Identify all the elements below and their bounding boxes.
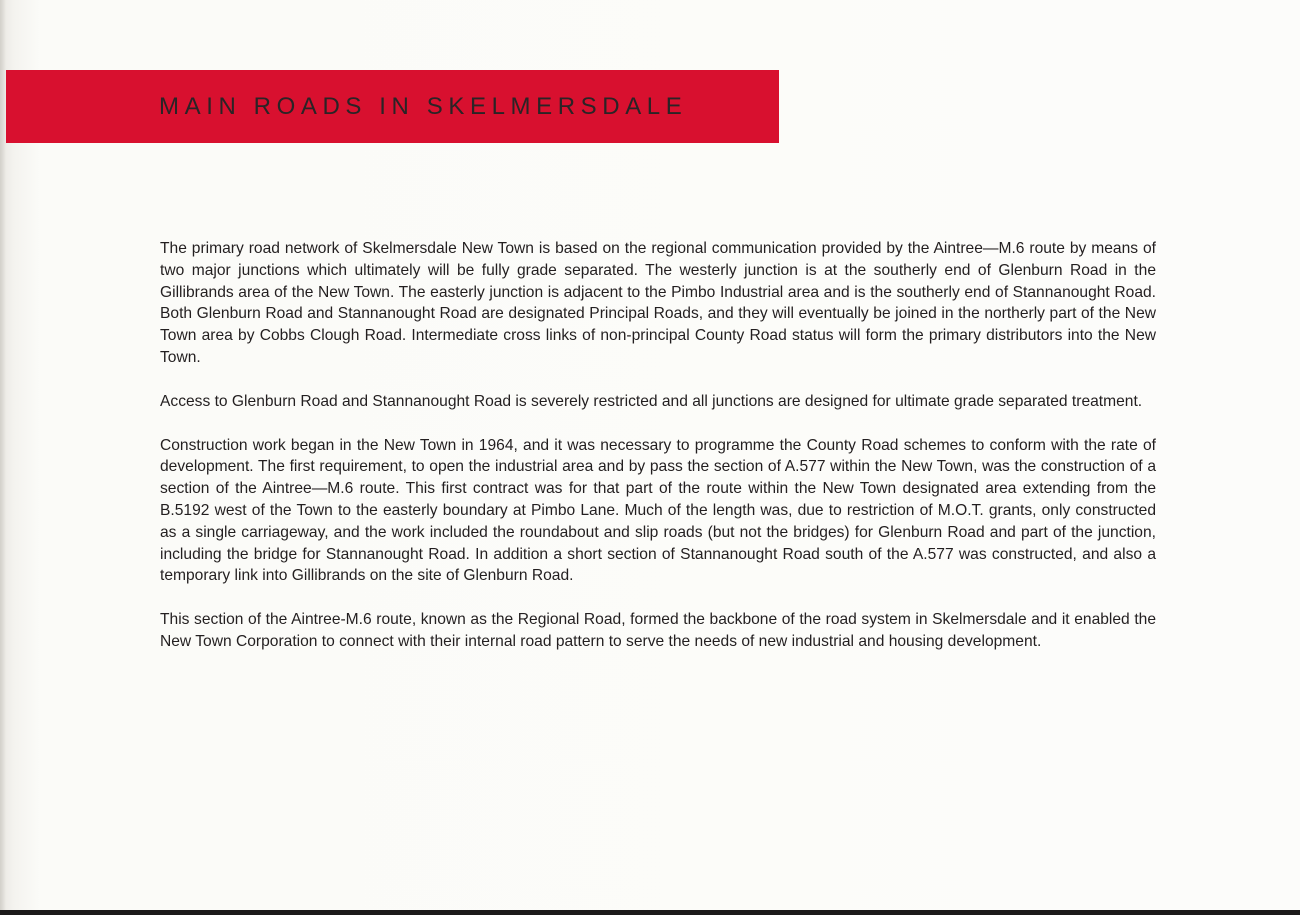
body-text — [160, 238, 1156, 653]
page-title: MAIN ROADS IN SKELMERSDALE — [159, 93, 688, 120]
paragraph-1: The primary road network of Skelmersdale New Town is based on the regional communication provided by the Aintree—M.6 route by means of two major junctions which ultimately will be fully grade separated. The westerly junction is at the southerly end of Glenburn Road in the Gillibrands area of the New Town. The easterly junction is adjacent to the Pimbo Industrial area and is the southerly end of Stannanought Road. Both Glenburn Road and Stannanought Road are designated Principal Roads, and they will eventually be joined in the northerly part of the New Town area by Cobbs Clough Road. Intermediate cross links of non-principal County Road status will form the primary distributors into the New Town. — [160, 240, 1156, 366]
paragraph-4: This section of the Aintree-M.6 route, known as the Regional Road, formed the backbone of the road system in Skelmersdale and it enabled the New Town Corporation to connect with their internal road pattern to serve the needs of new industrial and housing development. — [160, 611, 1156, 650]
paragraph-3: Construction work began in the New Town in 1964, and it was necessary to programme the County Road schemes to conform with the rate of development. The first requirement, to open the industrial area and by pass the section of A.577 within the New Town, was the construction of a section of the Aintree—M.6 route. This first contract was for that part of the route within the New Town designated area extending from the B.5192 west of the Town to the easterly boundary at Pimbo Lane. Much of the length was, due to restriction of M.O.T. grants, only constructed as a single carriageway, and the work included the roundabout and slip roads (but not the bridges) for Glenburn Road and part of the junction, including the bridge for Stannanought Road. In addition a short section of Stannanought Road south of the A.577 was constructed, and also a temporary link into Gillibrands on the site of Glenburn Road. — [160, 436, 1156, 585]
bottom-edge — [0, 910, 1300, 915]
paragraph-2: Access to Glenburn Road and Stannanought Road is severely restricted and all junctions are designed for ultimate grade separated treatment. — [160, 392, 1143, 410]
